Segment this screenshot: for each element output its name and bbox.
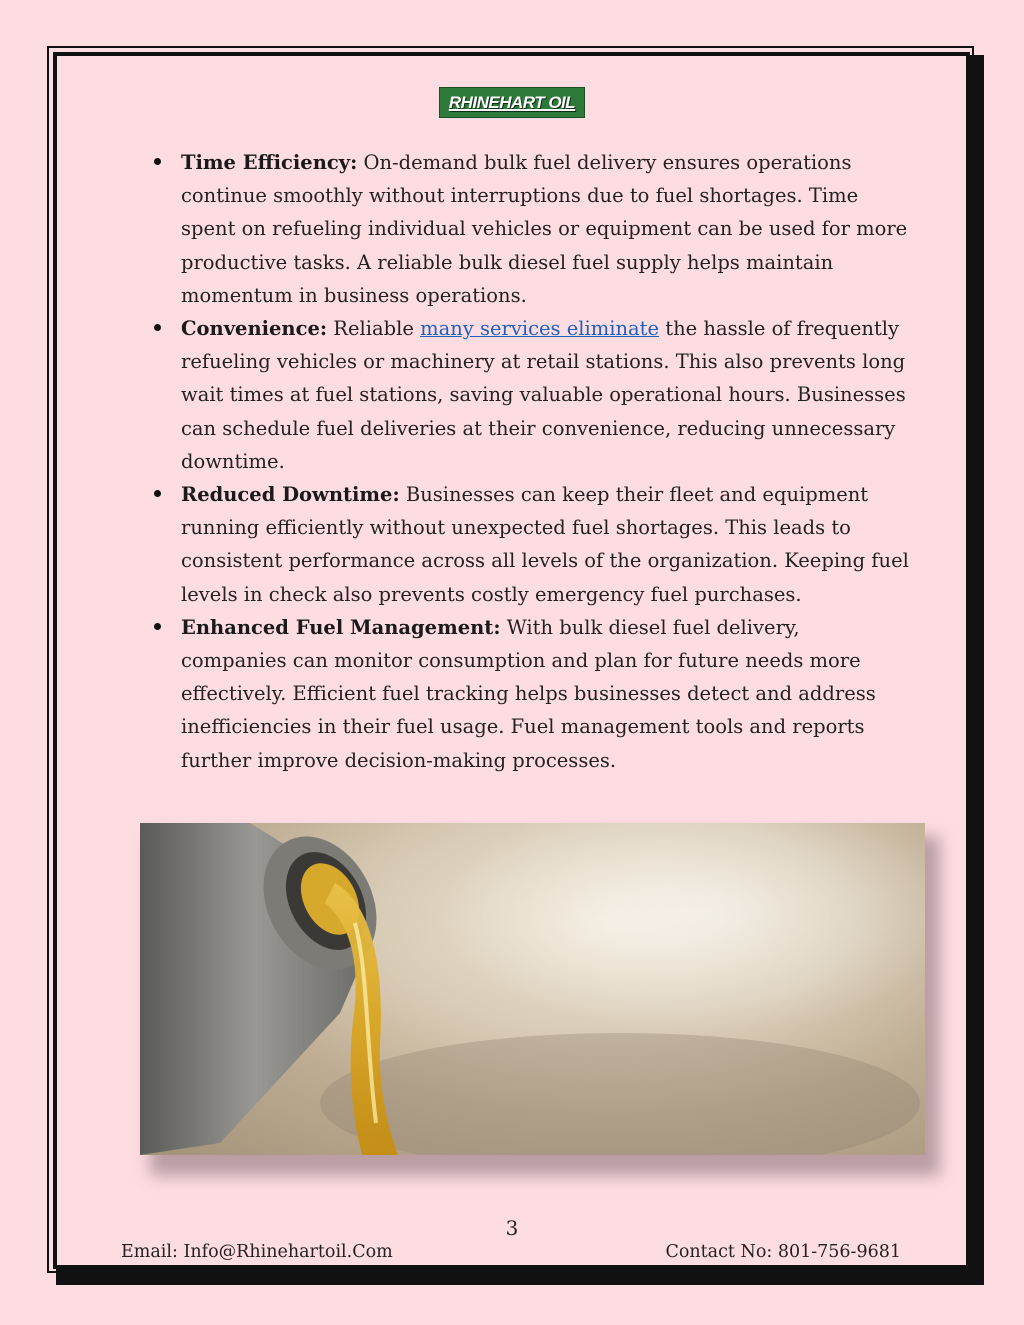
bullet-convenience xyxy=(181,312,911,478)
bullet-enhanced-fuel-management xyxy=(181,611,911,777)
bullet-reduced-downtime xyxy=(181,478,911,611)
bullet-list xyxy=(181,146,911,777)
oil-pouring-photo xyxy=(140,823,925,1155)
footer-contact: Contact No: 801-756-9681 xyxy=(665,1242,901,1262)
bullet-dot-icon xyxy=(154,623,161,630)
bullet-text: With bulk diesel fuel delivery, companies can monitor consumption and plan for future needs more effectively. Efficient fuel tracking helps businesses detect and address inefficiencies in their fuel usage. Fuel management tools and reports further improve decision-making processes. xyxy=(181,615,876,772)
bullet-term: Convenience: xyxy=(181,317,328,341)
bullet-text: On-demand bulk fuel delivery ensures operations continue smoothly without interruptions due to fuel shortages. Time spent on refueling individual vehicles or equipment can be used for more productive tasks. A reliable bulk diesel fuel supply helps maintain momentum in business operations. xyxy=(181,151,908,307)
footer-email: Email: Info@Rhinehartoil.Com xyxy=(121,1242,393,1262)
bullet-term: Enhanced Fuel Management: xyxy=(181,615,501,639)
bullet-dot-icon xyxy=(154,158,161,165)
bullet-dot-icon xyxy=(154,324,161,331)
bullet-text: Reliable xyxy=(327,317,421,341)
page-number: 3 xyxy=(505,1216,519,1240)
logo-text: RHINEHART OIL xyxy=(448,92,576,112)
bullet-text: the hassle of frequently refueling vehicles or machinery at retail stations. This also prevents long wait times at fuel stations, saving valuable operational hours. Businesses can schedule fuel deliveries at their convenience, reducing unnecessary downtime. xyxy=(181,317,906,473)
bullet-dot-icon xyxy=(154,490,161,497)
rhinehart-oil-logo xyxy=(439,87,585,118)
bullet-term: Reduced Downtime: xyxy=(181,483,400,507)
oil-pouring-illustration xyxy=(140,823,925,1155)
bullet-text: Businesses can keep their fleet and equipment running efficiently without unexpected fuel shortages. This leads to consistent performance across all levels of the organization. Keeping fuel levels in check also prevents costly emergency fuel purchases. xyxy=(181,483,909,606)
bullet-term: Time Efficiency: xyxy=(181,151,358,174)
bullet-time-efficiency xyxy=(181,146,911,312)
many-services-link[interactable]: many services eliminate xyxy=(420,317,660,341)
